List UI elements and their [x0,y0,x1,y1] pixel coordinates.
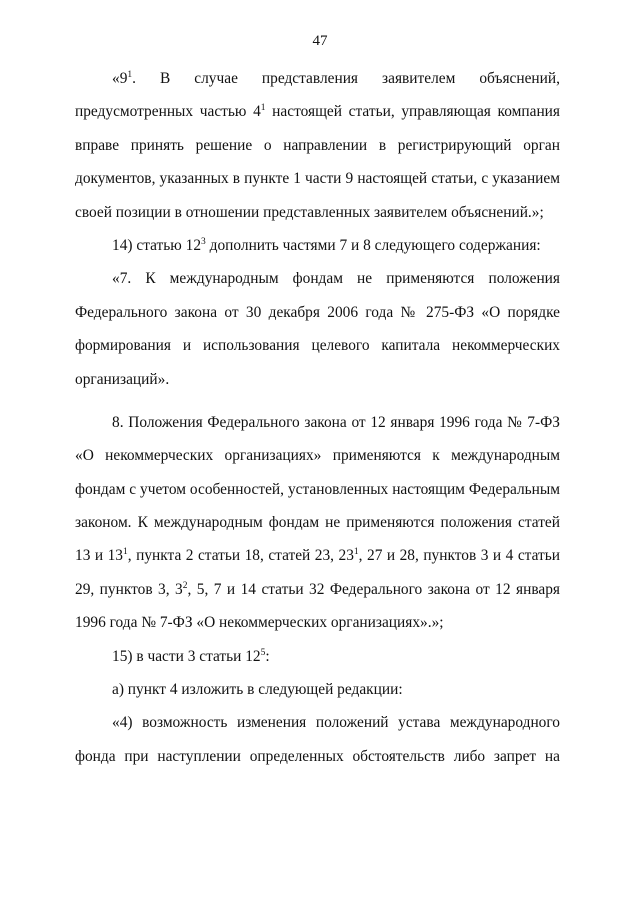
page-number: 47 [312,33,328,49]
text-line: вправе принять решение о направлении в регистрирующий орган [75,136,560,154]
text-line: 13 и $13^1$, пункта 2 статьи 18, статей 23, $23^1$, 27 и 28, пунктов 3 и 4 статьи [75,547,560,565]
document-body [75,62,560,773]
text-line: «$9^1$. В случае представления заявителем объяснений, [112,69,560,87]
paragraph [75,229,560,262]
text-line: «7. К международным фондам не применяются положения [112,270,560,288]
text-line: фондам с учетом особенностей, установленных настоящим Федеральным [75,480,560,498]
text-line: 8. Положения Федерального закона от 12 января 1996 года № 7-ФЗ [112,413,560,431]
text-line: Федерального закона от 30 декабря 2006 года № 275-ФЗ «О порядке [75,303,560,321]
text-line: законом. К международным фондам не применяются положения статей [75,514,560,532]
paragraph [75,706,560,773]
text-line: организаций». [75,370,170,388]
text-line: 29, пунктов 3, $3^2$, 5, 7 и 14 статьи 32 Федерального закона от 12 января [75,580,560,598]
text-line: 14) статью $12^3$ дополнить частями 7 и 8 следующего содержания: [112,236,541,254]
text-line: документов, указанных в пункте 1 части 9 настоящей статьи, с указанием [75,170,560,188]
text-line: предусмотренных частью $4^1$ настоящей статьи, управляющая компания [75,103,560,121]
text-line: формирования и использования целевого капитала некоммерческих [75,337,560,355]
paragraph [75,262,560,396]
paragraph [75,640,560,673]
text-line: фонда при наступлении определенных обстоятельств либо запрет на [75,747,560,765]
text-line: 1996 года № 7-ФЗ «О некоммерческих организациях».»; [75,614,444,632]
text-line: а) пункт 4 изложить в следующей редакции: [112,681,403,699]
text-line: «О некоммерческих организациях» применяются к международным [75,447,560,465]
paragraph [75,406,560,640]
text-line: «4) возможность изменения положений устава международного [112,714,560,732]
paragraph-spacer [75,396,560,406]
text-line: 15) в части 3 статьи $12^5$: [112,647,270,665]
paragraph [75,673,560,706]
paragraph [75,62,560,229]
text-line: своей позиции в отношении представленных заявителем объяснений.»; [75,203,544,221]
